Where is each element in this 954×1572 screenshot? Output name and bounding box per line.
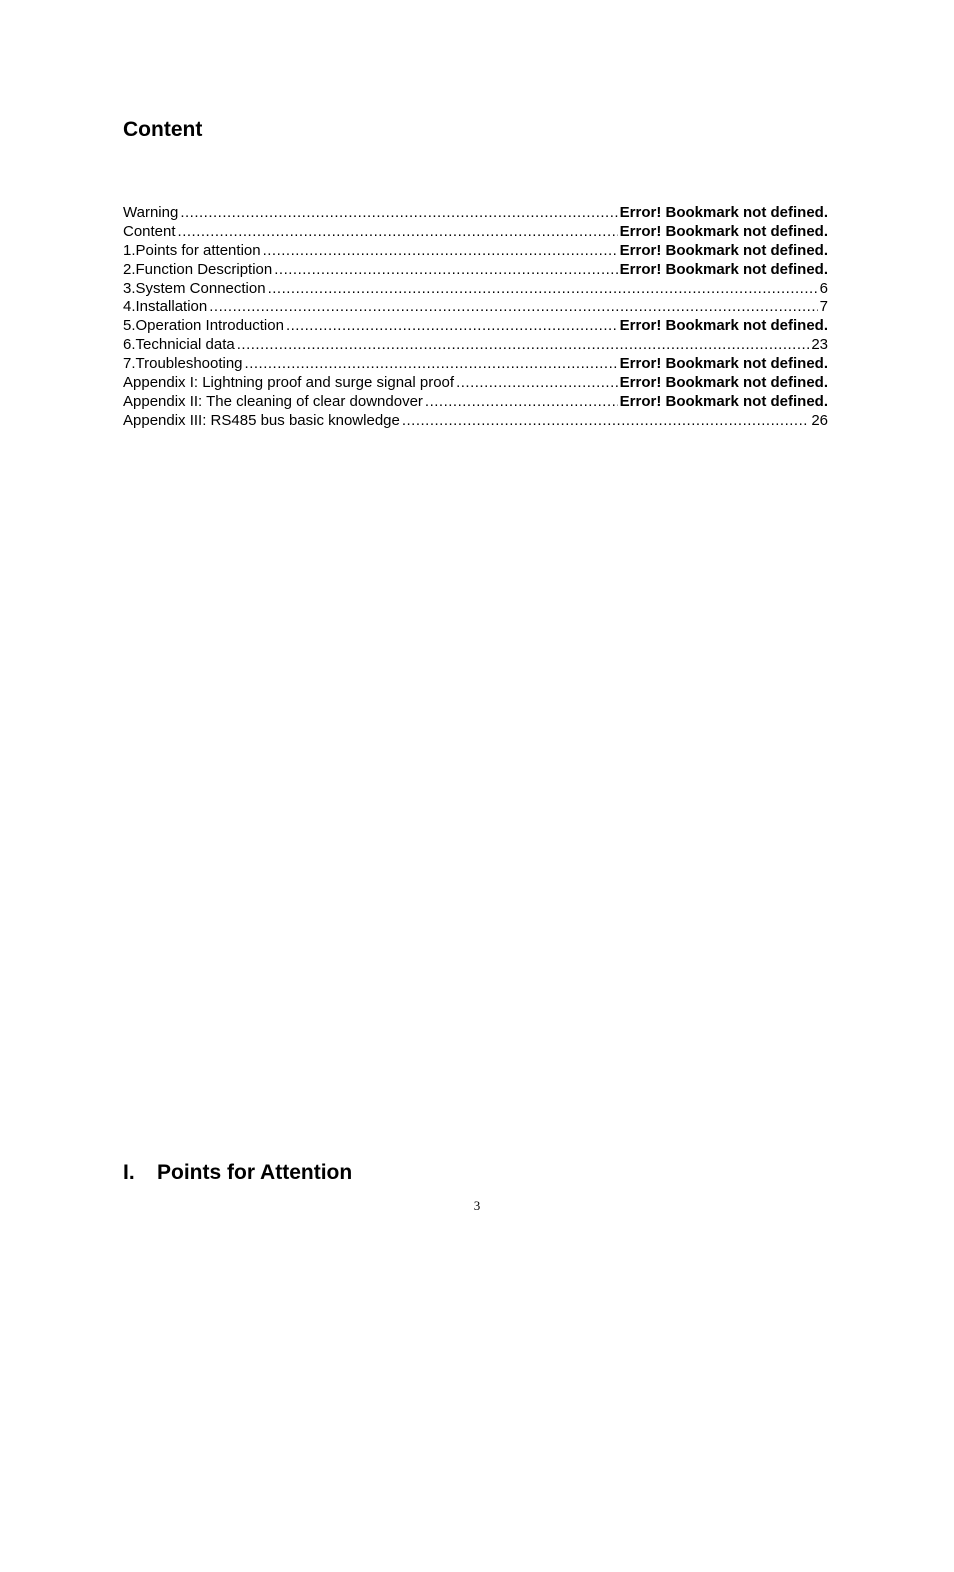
toc-entry[interactable] <box>123 242 828 261</box>
toc-entry-page: 6 <box>819 279 828 297</box>
section-heading <box>123 1161 352 1185</box>
toc-entry-label: 1.Points for attention <box>123 241 261 259</box>
toc-dot-leader <box>178 223 618 242</box>
toc-dot-leader <box>245 355 618 374</box>
toc-entry-page: 23 <box>811 336 828 354</box>
toc-entry-label: 3.System Connection <box>123 279 266 297</box>
table-of-contents <box>123 204 828 431</box>
toc-entry[interactable] <box>123 412 828 431</box>
toc-entry[interactable] <box>123 280 828 299</box>
toc-entry[interactable] <box>123 261 828 280</box>
toc-entry-page: Error! Bookmark not defined. <box>619 392 828 410</box>
toc-entry-label: 4.Installation <box>123 298 208 316</box>
toc-entry[interactable] <box>123 374 828 393</box>
toc-entry[interactable] <box>123 393 828 412</box>
toc-entry-label: Appendix III: RS485 bus basic knowledge <box>123 411 400 429</box>
toc-entry-page: Error! Bookmark not defined. <box>619 374 828 392</box>
toc-entry-label: 7.Troubleshooting <box>123 355 243 373</box>
toc-dot-leader <box>456 374 618 393</box>
toc-entry-page: Error! Bookmark not defined. <box>619 317 828 335</box>
toc-entry-page: 26 <box>811 411 828 429</box>
toc-dot-leader <box>268 280 818 299</box>
toc-entry[interactable] <box>123 298 828 317</box>
toc-entry-label: 6.Technicial data <box>123 336 235 354</box>
toc-dot-leader <box>402 412 809 431</box>
toc-dot-leader <box>274 261 617 280</box>
toc-dot-leader <box>425 393 618 412</box>
toc-dot-leader <box>180 204 617 223</box>
toc-entry-label: Content <box>123 222 176 240</box>
section-number: I. <box>123 1161 135 1184</box>
toc-entry-label: Appendix II: The cleaning of clear downdover <box>123 392 423 410</box>
toc-dot-leader <box>263 242 618 261</box>
toc-dot-leader <box>237 336 810 355</box>
toc-dot-leader <box>209 298 817 317</box>
toc-entry-label: 2.Function Description <box>123 260 273 278</box>
toc-entry[interactable] <box>123 336 828 355</box>
toc-entry[interactable] <box>123 317 828 336</box>
toc-dot-leader <box>286 317 618 336</box>
toc-entry-label: 5.Operation Introduction <box>123 317 284 335</box>
toc-entry[interactable] <box>123 223 828 242</box>
toc-entry-label: Warning <box>123 204 179 221</box>
toc-entry[interactable] <box>123 355 828 374</box>
section-title: Points for Attention <box>157 1161 353 1184</box>
toc-entry-page: Error! Bookmark not defined. <box>619 222 828 240</box>
toc-entry-page: Error! Bookmark not defined. <box>619 260 828 278</box>
toc-entry-label: Appendix I: Lightning proof and surge signal proof <box>123 374 455 392</box>
toc-entry-page: Error! Bookmark not defined. <box>619 241 828 259</box>
page-title: Content <box>123 118 203 141</box>
toc-entry-page: Error! Bookmark not defined. <box>619 204 828 221</box>
toc-entry-page: Error! Bookmark not defined. <box>619 355 828 373</box>
toc-entry-page: 7 <box>819 298 828 316</box>
toc-entry[interactable] <box>123 204 828 223</box>
page-number: 3 <box>473 1198 481 1213</box>
